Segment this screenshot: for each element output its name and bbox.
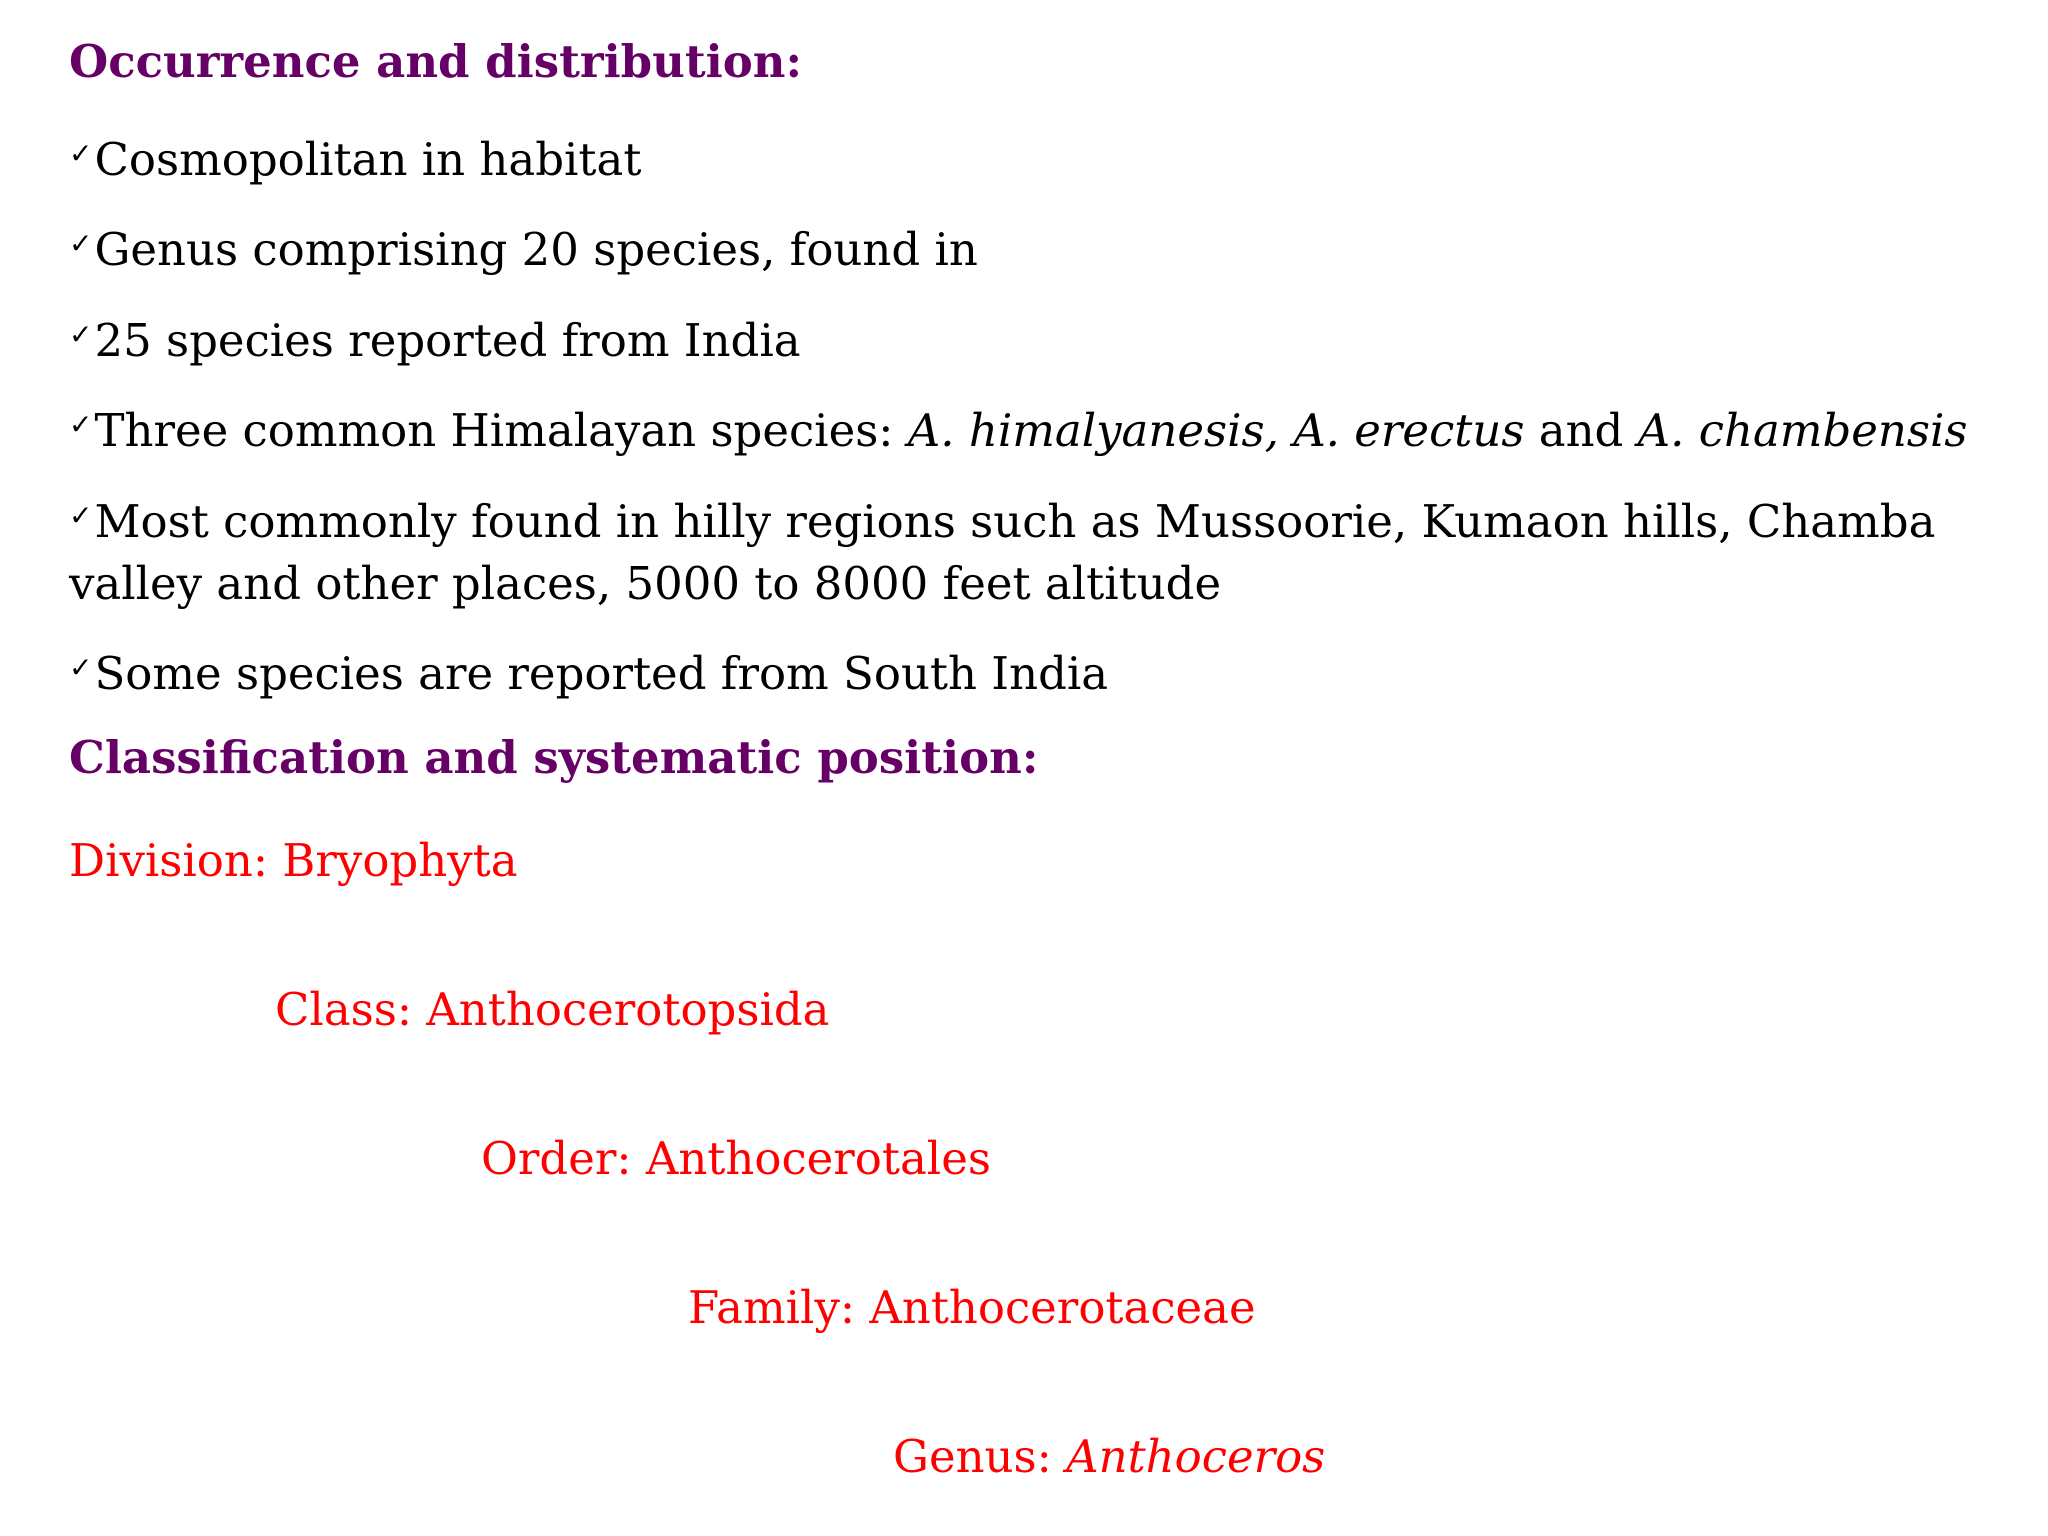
occurrence-heading: Occurrence and distribution: (69, 35, 803, 88)
bullet-text: 25 species reported from India (94, 314, 801, 367)
taxon-genus (893, 1429, 1325, 1485)
bullet-text: Cosmopolitan in habitat (94, 133, 642, 186)
bullet-cosmopolitan (69, 123, 2029, 191)
check-icon: ✓ (69, 318, 93, 351)
species-name: A. chambensis (1637, 404, 1968, 457)
check-icon: ✓ (69, 227, 93, 260)
taxon-division: Division: Bryophyta (69, 834, 518, 887)
bullet-text: Most commonly found in hilly regions such as Mussoorie, Kumaon hills, Chamba valley and other places, 5000 to 8000 feet altitude (69, 495, 1936, 610)
bullet-text: Genus comprising 20 species, found in (94, 223, 978, 276)
bullet-genus-species (69, 213, 2029, 281)
check-icon: ✓ (69, 137, 93, 170)
bullet-south-india (69, 637, 2029, 705)
bullet-india-species (69, 304, 2029, 372)
check-icon: ✓ (69, 651, 93, 684)
taxon-family: Family: Anthocerotaceae (688, 1281, 1256, 1334)
check-icon: ✓ (69, 408, 93, 441)
taxon-order: Order: Anthocerotales (481, 1132, 991, 1185)
genus-label: Genus: (893, 1430, 1067, 1483)
taxon-class: Class: Anthocerotopsida (275, 983, 830, 1036)
bullet-hilly-regions (69, 485, 2029, 615)
conjunction: and (1524, 404, 1638, 457)
bullet-himalayan-species (69, 394, 2029, 462)
bullet-text: Three common Himalayan species: (94, 404, 908, 457)
bullet-text: Some species are reported from South India (94, 647, 1109, 700)
genus-name: Anthoceros (1066, 1430, 1326, 1483)
classification-heading: Classification and systematic position: (69, 731, 1039, 784)
check-icon: ✓ (69, 499, 93, 532)
species-names: A. himalyanesis, A. erectus (907, 404, 1525, 457)
